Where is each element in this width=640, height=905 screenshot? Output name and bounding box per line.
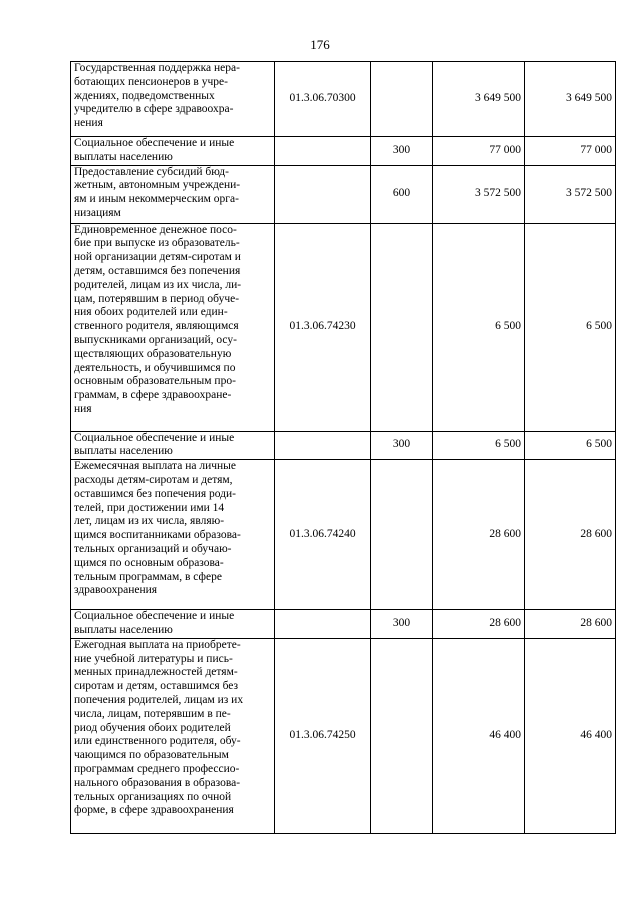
row-name-line: тельных организациях по очной (74, 790, 232, 803)
table-row (71, 137, 616, 166)
row-code-cell (275, 165, 371, 223)
row-code-cell: 01.3.06.74230 (275, 223, 371, 431)
row-name-line: попечения родителей, лицам из их (74, 693, 244, 706)
row-name-line: ям и иным некоммерческим орга- (74, 193, 239, 206)
row-expense-type-cell (371, 460, 433, 610)
row-code-cell (275, 431, 371, 460)
row-name-line: щимся по основным образова- (74, 556, 224, 569)
row-name-line: учредителю в сфере здравоохра- (74, 103, 234, 116)
row-name-line: ния (74, 402, 92, 415)
row-sum-year-2-cell: 3 572 500 (525, 165, 616, 223)
row-name-line: ботающих пенсионеров в учре- (74, 75, 228, 88)
row-sum-year-1-cell: 6 500 (433, 431, 525, 460)
row-code-cell (275, 610, 371, 639)
row-sum-year-2-cell: 6 500 (525, 223, 616, 431)
row-name-line: здравоохранения (74, 584, 158, 597)
table-row (71, 223, 616, 431)
row-name-cell (71, 165, 275, 223)
table-row (71, 62, 616, 137)
row-expense-type-cell (371, 638, 433, 833)
row-name-line: ние учебной литературы и пись- (74, 652, 233, 665)
budget-table (70, 61, 616, 834)
row-name-line: Ежегодная выплата на приобрете- (74, 638, 241, 651)
row-sum-year-2-cell: 46 400 (525, 638, 616, 833)
row-code-cell: 01.3.06.70300 (275, 62, 371, 137)
row-name-line: цам, потерявшим в период обуче- (74, 292, 240, 305)
row-sum-year-1-cell: 6 500 (433, 223, 525, 431)
row-sum-year-1-cell: 77 000 (433, 137, 525, 166)
row-sum-year-1-cell: 3 572 500 (433, 165, 525, 223)
row-name-line: Ежемесячная выплата на личные (74, 460, 236, 473)
row-name-line: щимся воспитанниками образова- (74, 529, 241, 542)
row-expense-type-cell: 300 (371, 610, 433, 639)
row-name-line: ственного родителя, являющимся (74, 320, 239, 333)
table-row (71, 431, 616, 460)
row-name-line: выплаты населению (74, 623, 173, 636)
row-name-line: лет, лицам из их числа, являю- (74, 515, 225, 528)
row-name-line: деятельность, и обучившимся по (74, 361, 236, 374)
row-name-line: бие при выпуске из образователь- (74, 237, 240, 250)
row-code-cell (275, 137, 371, 166)
row-name-line: ной организации детям-сиротам и (74, 251, 241, 264)
budget-table-body (71, 62, 616, 834)
row-name-line: или единственного родителя, обу- (74, 735, 241, 748)
row-name-line: ния обоих родителей или един- (74, 306, 228, 319)
row-sum-year-2-cell: 28 600 (525, 460, 616, 610)
row-sum-year-2-cell: 6 500 (525, 431, 616, 460)
table-row (71, 610, 616, 639)
row-name-line: чающимся по образовательным (74, 749, 229, 762)
row-name-line: форме, в сфере здравоохранения (74, 804, 234, 817)
row-name-line: ждениях, подведомственных (74, 89, 215, 102)
row-sum-year-1-cell: 46 400 (433, 638, 525, 833)
row-name-line: низациям (74, 206, 121, 219)
row-name-cell (71, 431, 275, 460)
row-name-cell (71, 638, 275, 833)
row-sum-year-1-cell: 28 600 (433, 610, 525, 639)
row-name-line: риод обучения обоих родителей (74, 721, 231, 734)
row-name-cell (71, 610, 275, 639)
row-name-line: оставшимся без попечения роди- (74, 487, 236, 500)
row-name-line: основным образовательным про- (74, 375, 236, 388)
row-name-line: родителей, лицам из их числа, ли- (74, 278, 242, 291)
row-name-line: детям, оставшимся без попечения (74, 264, 241, 277)
row-name-line: граммам, в сфере здравоохране- (74, 389, 232, 402)
row-sum-year-1-cell: 3 649 500 (433, 62, 525, 137)
row-name-line: тельных организаций и обучаю- (74, 542, 232, 555)
row-name-line: Социальное обеспечение и иные (74, 610, 235, 623)
row-name-line: тельным программам, в сфере (74, 570, 222, 583)
row-code-cell: 01.3.06.74240 (275, 460, 371, 610)
row-name-line: расходы детям-сиротам и детям, (74, 473, 233, 486)
row-expense-type-cell (371, 223, 433, 431)
row-name-line: нального образования в образова- (74, 776, 241, 789)
row-code-cell: 01.3.06.74250 (275, 638, 371, 833)
row-expense-type-cell: 300 (371, 137, 433, 166)
row-name-line: Социальное обеспечение и иные (74, 137, 235, 149)
row-name-line: менных принадлежностей детям- (74, 666, 238, 679)
row-name-line: Социальное обеспечение и иные (74, 431, 235, 444)
row-name-cell (71, 62, 275, 137)
row-name-line: выпускниками организаций, осу- (74, 333, 237, 346)
row-name-line: нения (74, 117, 103, 130)
row-sum-year-2-cell: 77 000 (525, 137, 616, 166)
page-number: 176 (310, 37, 330, 52)
row-name-line: программам среднего профессио- (74, 762, 240, 775)
table-row (71, 638, 616, 833)
table-row (71, 165, 616, 223)
row-sum-year-1-cell: 28 600 (433, 460, 525, 610)
row-name-cell (71, 223, 275, 431)
row-sum-year-2-cell: 28 600 (525, 610, 616, 639)
row-name-line: выплаты населению (74, 150, 173, 163)
row-name-line: числа, лицам, потерявшим в пе- (74, 707, 231, 720)
table-row (71, 460, 616, 610)
row-sum-year-2-cell: 3 649 500 (525, 62, 616, 137)
row-name-line: телей, при достижении ими 14 (74, 501, 225, 514)
row-name-line: сиротам и детям, оставшимся без (74, 680, 239, 693)
row-name-line: ществляющих образовательную (74, 347, 232, 360)
row-name-line: жетным, автономным учреждени- (74, 179, 241, 192)
row-name-line: Государственная поддержка нера- (74, 62, 240, 74)
row-expense-type-cell: 600 (371, 165, 433, 223)
row-name-line: Предоставление субсидий бюд- (74, 165, 229, 178)
row-expense-type-cell (371, 62, 433, 137)
row-name-cell (71, 137, 275, 166)
row-name-cell (71, 460, 275, 610)
row-name-line: Единовременное денежное посо- (74, 223, 237, 236)
row-expense-type-cell: 300 (371, 431, 433, 460)
row-name-line: выплаты населению (74, 445, 173, 458)
